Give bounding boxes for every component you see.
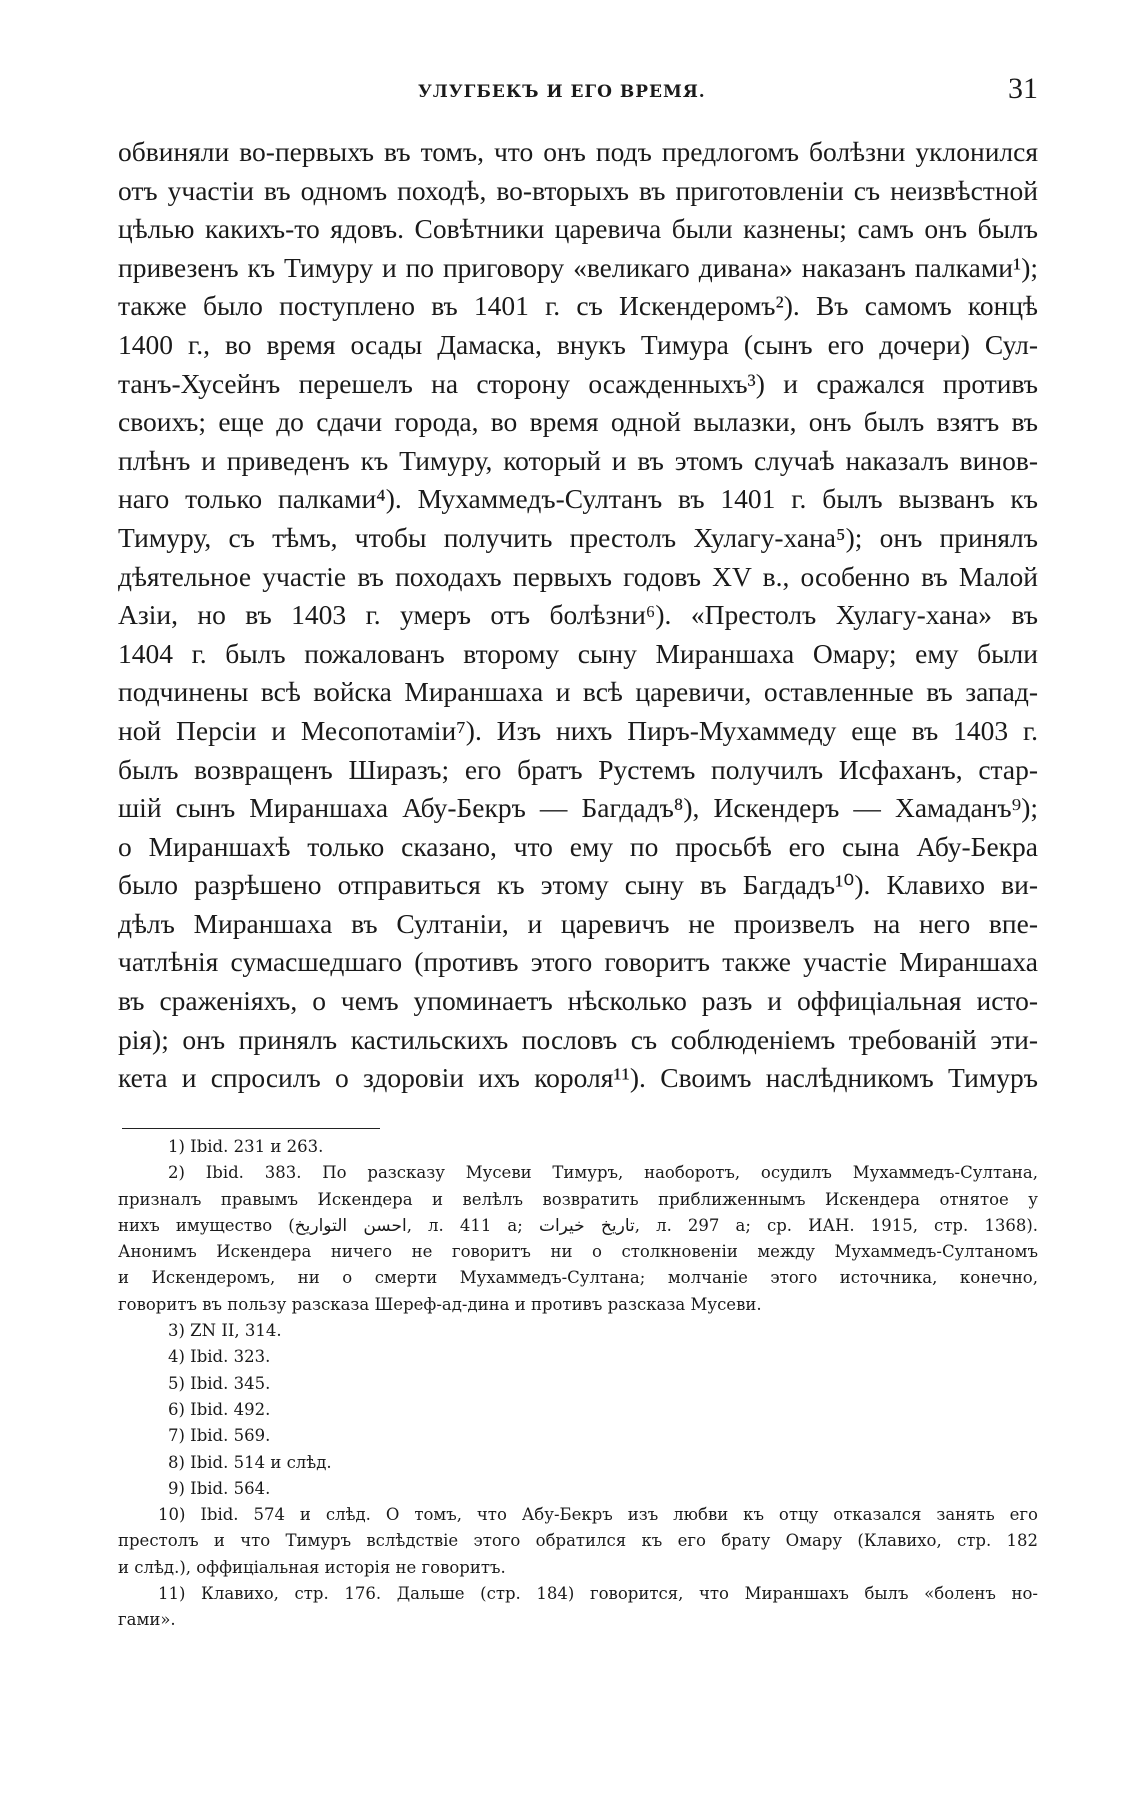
text-line: своихъ; еще до сдачи города, во время одной вылазки, онъ былъ взятъ въ	[118, 406, 1038, 438]
footnote-2-text-c: , л. 297 а; ср. ИАН. 1915, стр. 1368).	[634, 1215, 1038, 1235]
footnote-2-text-a: нихъ имущество (	[118, 1215, 295, 1235]
text-line: наго только палками⁴). Мухаммедъ-Султанъ въ 1401 г. былъ вызванъ къ	[118, 483, 1038, 515]
text-line: въ сраженiяхъ, о чемъ упоминаетъ нѣсколько разъ и оффицiальная исто-	[118, 985, 1038, 1017]
text-line: Тимуру, съ тѣмъ, чтобы получить престолъ Хулагу-хана⁵); онъ принялъ	[118, 521, 1038, 553]
text-line: было разрѣшено отправиться къ этому сыну въ Багдадъ¹⁰). Клавихо ви-	[118, 869, 1038, 901]
text-line: отъ участiи въ одномъ походѣ, во-вторыхъ въ приготовленiи съ неизвѣстной	[118, 174, 1038, 206]
footnote-10-line-3: и слѣд.), оффицiальная исторiя не говоритъ.	[118, 1557, 506, 1577]
text-line: обвиняли во-первыхъ въ томъ, что онъ подъ предлогомъ болѣзни уклонился	[118, 136, 1038, 167]
text-line: танъ-Хусейнъ перешелъ на сторону осажденныхъ³) и сражался противъ	[118, 367, 1038, 399]
footnote-2-line-1: 2) Ibid. 383. По разсказу Мусеви Тимуръ, наоборотъ, осудилъ Мухаммедъ-Султана,	[168, 1163, 1038, 1183]
footnote-10-line-1: 10) Ibid. 574 и слѣд. О томъ, что Абу-Бекръ изъ любви къ отцу отказался занять его	[158, 1505, 1038, 1525]
footnote-11-line-1: 11) Клавихо, стр. 176. Дальше (стр. 184) говорится, что Мираншахъ былъ «боленъ но-	[158, 1584, 1038, 1604]
page-number: 31	[1008, 72, 1038, 105]
text-line: кета и спросилъ о здоровiи ихъ короля¹¹). Своимъ наслѣдникомъ Тимуръ	[118, 1062, 1038, 1094]
text-line: Азiи, но въ 1403 г. умеръ отъ болѣзни⁶). «Престолъ Хулагу-хана» въ	[118, 599, 1038, 631]
text-line: также было поступлено въ 1401 г. съ Искендеромъ²). Въ самомъ концѣ	[118, 290, 1038, 322]
text-line: плѣнъ и приведенъ къ Тимуру, который и въ этомъ случаѣ наказалъ винов-	[118, 444, 1038, 476]
running-title: УЛУГБЕКЪ И ЕГО ВРЕМЯ.	[418, 82, 706, 102]
footnote-8: 8) Ibid. 514 и слѣд.	[168, 1452, 332, 1472]
text-line: о Мираншахѣ только сказано, что ему по просьбѣ его сына Абу-Бекра	[118, 830, 1038, 862]
text-line: дѣлъ Мираншаха въ Султанiи, и царевичъ не произвелъ на него впе-	[118, 907, 1038, 939]
footnote-2-line-5: и Искендеромъ, ни о смерти Мухаммедъ-Султана; молчанiе этого источника, конечно,	[118, 1268, 1038, 1288]
footnote-2-line-2: призналъ правымъ Искендера и велѣлъ возвратить приближеннымъ Искендера отнятое у	[118, 1189, 1038, 1209]
footnote-2-line-6: говоритъ въ пользу разсказа Шереф-ад-дина и противъ разсказа Мусеви.	[118, 1294, 762, 1314]
footnote-6: 6) Ibid. 492.	[168, 1399, 271, 1419]
arabic-title-2: تاريخ خيرات	[538, 1215, 635, 1236]
text-line: 1400 г., во время осады Дамаска, внукъ Тимура (сынъ его дочери) Сул-	[118, 328, 1038, 360]
text-line: чатлѣнiя сумасшедшаго (противъ этого говоритъ также участiе Мираншаха	[118, 946, 1038, 978]
footnote-4: 4) Ibid. 323.	[168, 1347, 271, 1367]
footnote-1: 1) Ibid. 231 и 263.	[168, 1137, 324, 1156]
running-head	[118, 72, 1038, 112]
footnote-2-line-3	[118, 1213, 1038, 1239]
footnote-10-line-2: престолъ и что Тимуръ вслѣдствiе этого обратился къ его брату Омару (Клавихо, стр. 182	[118, 1531, 1038, 1551]
footnote-11-line-2: гами».	[118, 1610, 176, 1630]
text-line: подчинены всѣ войска Мираншаха и всѣ царевичи, оставленные въ запад-	[118, 676, 1038, 708]
footnotes	[118, 1134, 1038, 1634]
main-text	[118, 133, 1038, 1098]
footnote-9: 9) Ibid. 564.	[168, 1478, 271, 1498]
text-line: цѣлью какихъ-то ядовъ. Совѣтники царевича были казнены; самъ онъ былъ	[118, 213, 1038, 245]
text-line: шiй сынъ Мираншаха Абу-Бекръ — Багдадъ⁸), Искендеръ — Хамаданъ⁹);	[118, 792, 1038, 824]
text-line: ной Персiи и Месопотамiи⁷). Изъ нихъ Пиръ-Мухаммеду еще въ 1403 г.	[118, 714, 1038, 746]
text-line: 1404 г. былъ пожалованъ второму сыну Мираншаха Омару; ему были	[118, 637, 1038, 669]
footnote-7: 7) Ibid. 569.	[168, 1426, 271, 1446]
footnote-3: 3) ZN II, 314.	[168, 1321, 282, 1341]
text-line: рiя); онъ принялъ кастильскихъ пословъ съ соблюденiемъ требованiй эти-	[118, 1023, 1038, 1055]
text-line: дѣятельное участiе въ походахъ первыхъ годовъ XV в., особенно въ Малой	[118, 560, 1038, 592]
text-line: привезенъ къ Тимуру и по приговору «великаго дивана» наказанъ палками¹);	[118, 251, 1038, 283]
footnote-separator	[122, 1128, 380, 1129]
text-line: былъ возвращенъ Ширазъ; его братъ Рустемъ получилъ Исфаханъ, стар-	[118, 753, 1038, 785]
footnote-5: 5) Ibid. 345.	[168, 1373, 271, 1393]
footnote-2-text-b: , л. 411 а;	[406, 1215, 539, 1235]
arabic-title-1: احسن التواريخ	[294, 1215, 407, 1236]
footnote-2-line-4: Анонимъ Искендера ничего не говоритъ ни о столкновенiи между Мухаммедъ-Султаномъ	[118, 1242, 1038, 1262]
